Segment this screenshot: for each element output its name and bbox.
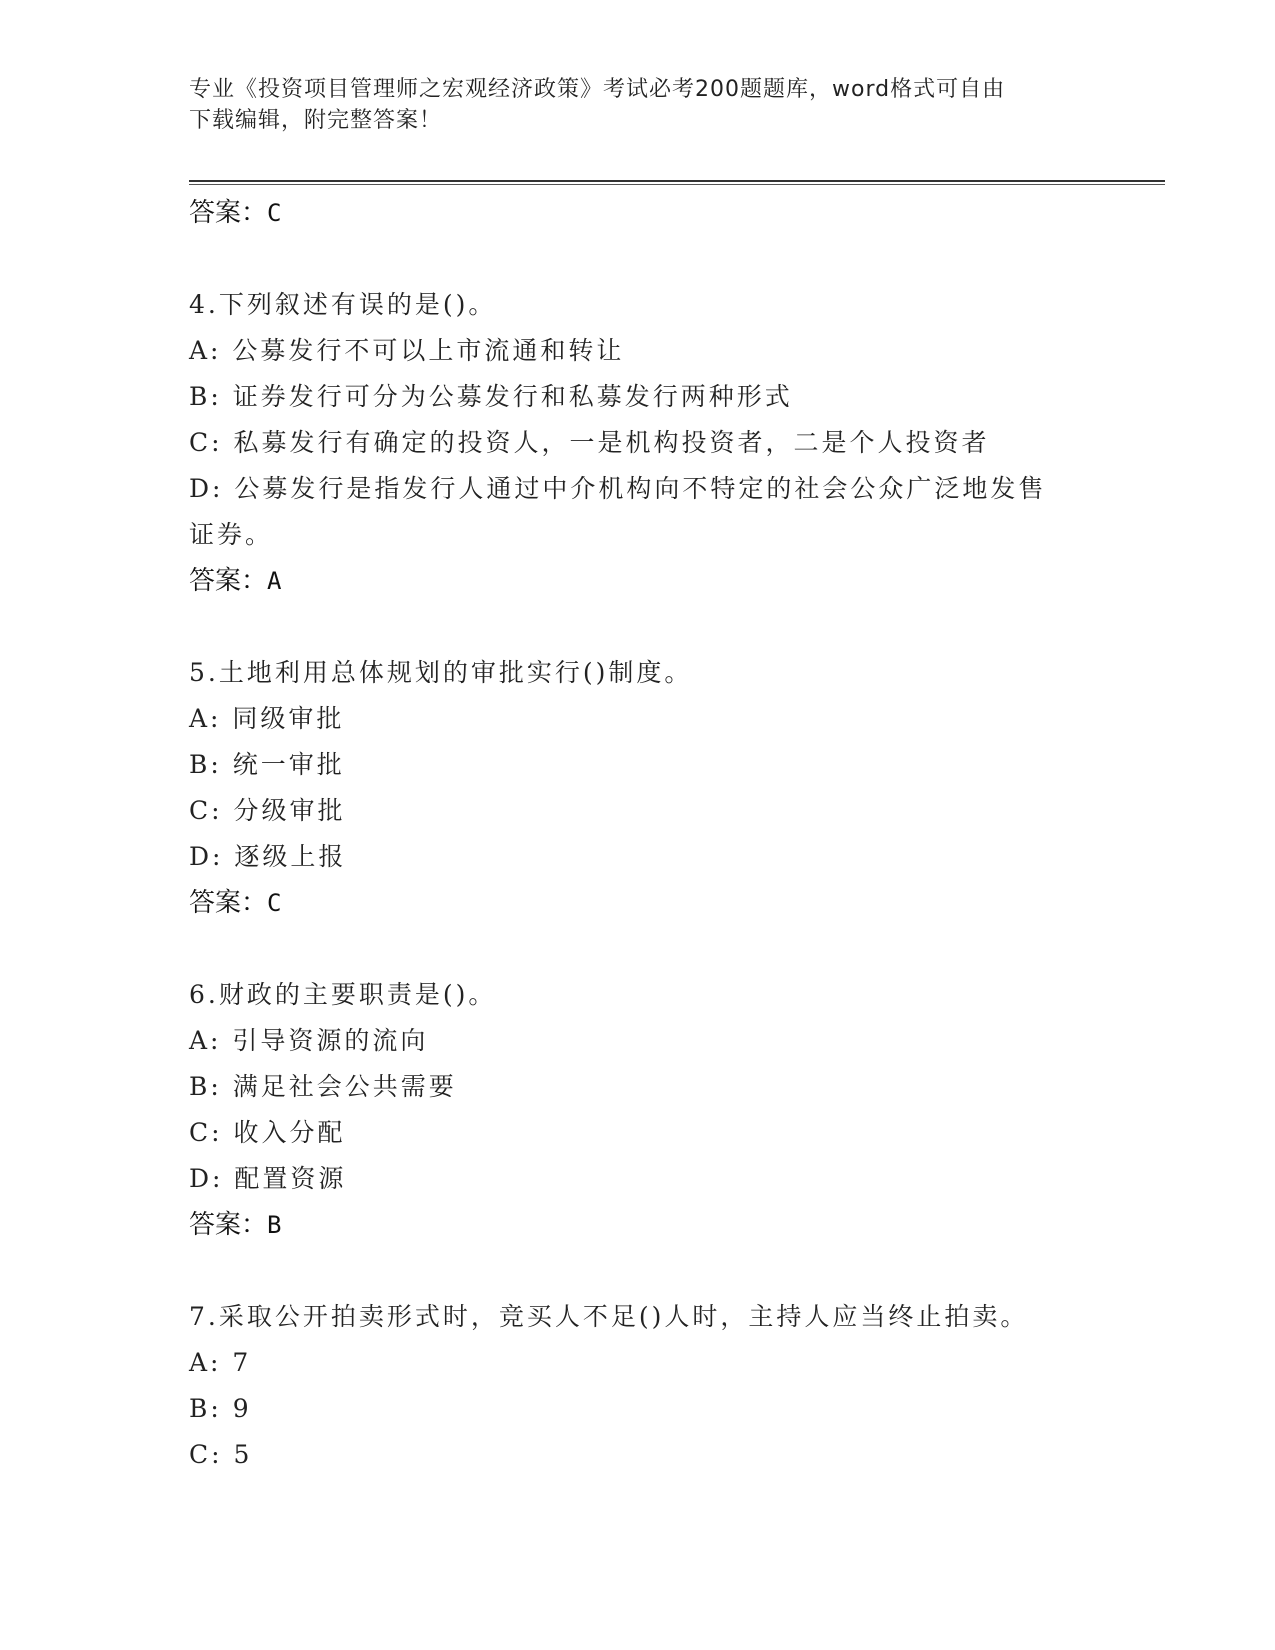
option-c: C: 收入分配 — [189, 1118, 346, 1147]
option-a: A: 7 — [189, 1348, 252, 1377]
option-c: C: 5 — [189, 1440, 253, 1469]
option-a: A: 同级审批 — [189, 704, 345, 733]
option-a: A: 引导资源的流向 — [189, 1026, 429, 1055]
header-line-1: 专业《投资项目管理师之宏观经济政策》考试必考200题题库，word格式可自由 — [189, 77, 1006, 102]
answer-label: 答案： — [189, 198, 268, 228]
question-stem: 4.下列叙述有误的是()。 — [189, 290, 497, 319]
document-header — [189, 74, 1089, 136]
option-b: B: 9 — [189, 1394, 252, 1423]
question-6 — [189, 972, 1089, 1248]
answer-line — [189, 558, 1089, 604]
question-stem: 7.采取公开拍卖形式时，竞买人不足()人时，主持人应当终止拍卖。 — [189, 1302, 1029, 1331]
answer-value: A — [267, 567, 282, 595]
option-d: D: 逐级上报 — [189, 842, 347, 871]
option-b: B: 满足社会公共需要 — [189, 1072, 457, 1101]
header-line-2: 下载编辑，附完整答案！ — [189, 108, 443, 133]
option-b: B: 统一审批 — [189, 750, 345, 779]
question-stem: 6.财政的主要职责是()。 — [189, 980, 497, 1009]
question-list — [189, 190, 1089, 1478]
answer-value: C — [267, 199, 282, 227]
question-stem: 5.土地利用总体规划的审批实行()制度。 — [189, 658, 693, 687]
answer-label: 答案： — [189, 566, 268, 596]
header-divider-thick — [189, 180, 1165, 182]
option-d: D: 配置资源 — [189, 1164, 347, 1193]
answer-line — [189, 1202, 1089, 1248]
question-7 — [189, 1294, 1089, 1478]
option-d-continued: 证券。 — [189, 520, 274, 549]
option-c: C: 分级审批 — [189, 796, 346, 825]
spacer — [189, 236, 1089, 282]
header-divider-thin — [189, 184, 1165, 185]
option-c: C: 私募发行有确定的投资人，一是机构投资者，二是个人投资者 — [189, 428, 990, 457]
spacer — [189, 926, 1089, 972]
option-b: B: 证券发行可分为公募发行和私募发行两种形式 — [189, 382, 793, 411]
spacer — [189, 1248, 1089, 1294]
spacer — [189, 604, 1089, 650]
question-5 — [189, 650, 1089, 926]
option-a: A: 公募发行不可以上市流通和转让 — [189, 336, 625, 365]
answer-label: 答案： — [189, 888, 268, 918]
question-4 — [189, 282, 1089, 604]
answer-line — [189, 880, 1089, 926]
answer-line — [189, 190, 1089, 236]
answer-label: 答案： — [189, 1210, 268, 1240]
answer-value: C — [267, 889, 282, 917]
option-d: D: 公募发行是指发行人通过中介机构向不特定的社会公众广泛地发售 — [189, 474, 1047, 503]
answer-value: B — [267, 1211, 282, 1239]
